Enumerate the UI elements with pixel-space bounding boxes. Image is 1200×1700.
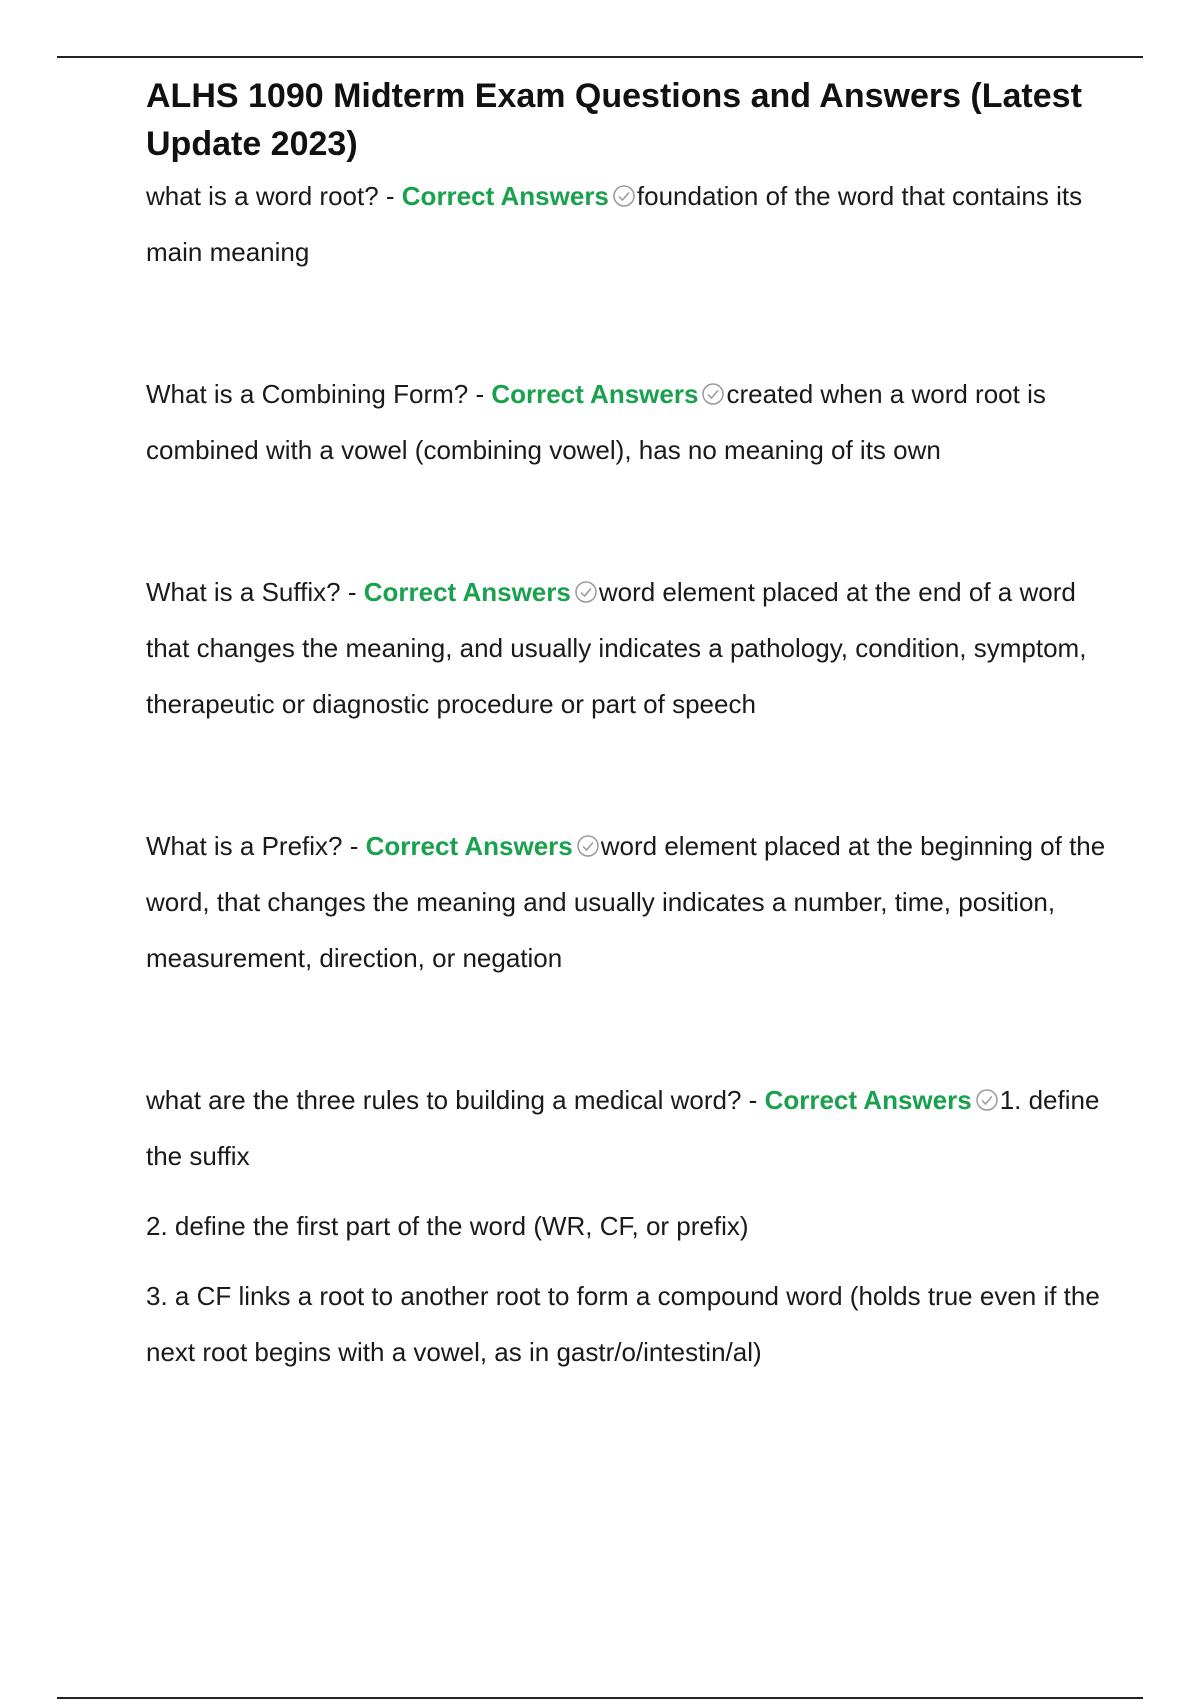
correct-answers-label: Correct Answers	[764, 1085, 972, 1115]
footer-rule	[57, 1697, 1143, 1699]
answer-text: word element placed at the end of a word that changes the meaning, and usually indicates a pathology, condition, symptom, therapeutic or diagnostic procedure or part of speech	[146, 577, 1087, 719]
document-body	[146, 72, 1106, 1380]
question-text: What is a Prefix? -	[146, 831, 366, 861]
qa-item	[146, 1072, 1106, 1184]
header-rule	[57, 56, 1143, 58]
correct-answers-label: Correct Answers	[363, 577, 571, 607]
answer-text: word element placed at the beginning of the word, that changes the meaning and usually indicates a number, time, position, measurement, direction, or negation	[146, 831, 1106, 973]
qa-item	[146, 168, 1106, 280]
document-title: ALHS 1090 Midterm Exam Questions and Answers (Latest Update 2023)	[146, 77, 1082, 163]
answer-text: created when a word root is combined with a vowel (combining vowel), has no meaning of its own	[146, 379, 1046, 465]
answer-continuation: 3. a CF links a root to another root to form a compound word (holds true even if the next root begins with a vowel, as in gastr/o/intestin/al)	[146, 1281, 1100, 1367]
question-text: what is a word root? -	[146, 181, 402, 211]
question-text: what are the three rules to building a medical word? -	[146, 1085, 765, 1115]
answer-text: foundation of the word that contains its main meaning	[146, 181, 1083, 267]
check-circle-icon	[701, 382, 725, 406]
qa-item	[146, 366, 1106, 478]
question-text: What is a Suffix? -	[146, 577, 364, 607]
check-circle-icon	[574, 580, 598, 604]
correct-answers-label: Correct Answers	[401, 181, 609, 211]
answer-continuation: 2. define the first part of the word (WR, CF, or prefix)	[146, 1211, 749, 1241]
correct-answers-label: Correct Answers	[365, 831, 573, 861]
check-circle-icon	[612, 184, 636, 208]
qa-item	[146, 818, 1106, 986]
qa-item	[146, 564, 1106, 732]
check-circle-icon	[576, 834, 600, 858]
check-circle-icon	[975, 1088, 999, 1112]
correct-answers-label: Correct Answers	[491, 379, 699, 409]
question-text: What is a Combining Form? -	[146, 379, 492, 409]
answer-text: 1. define the suffix	[146, 1085, 1100, 1171]
